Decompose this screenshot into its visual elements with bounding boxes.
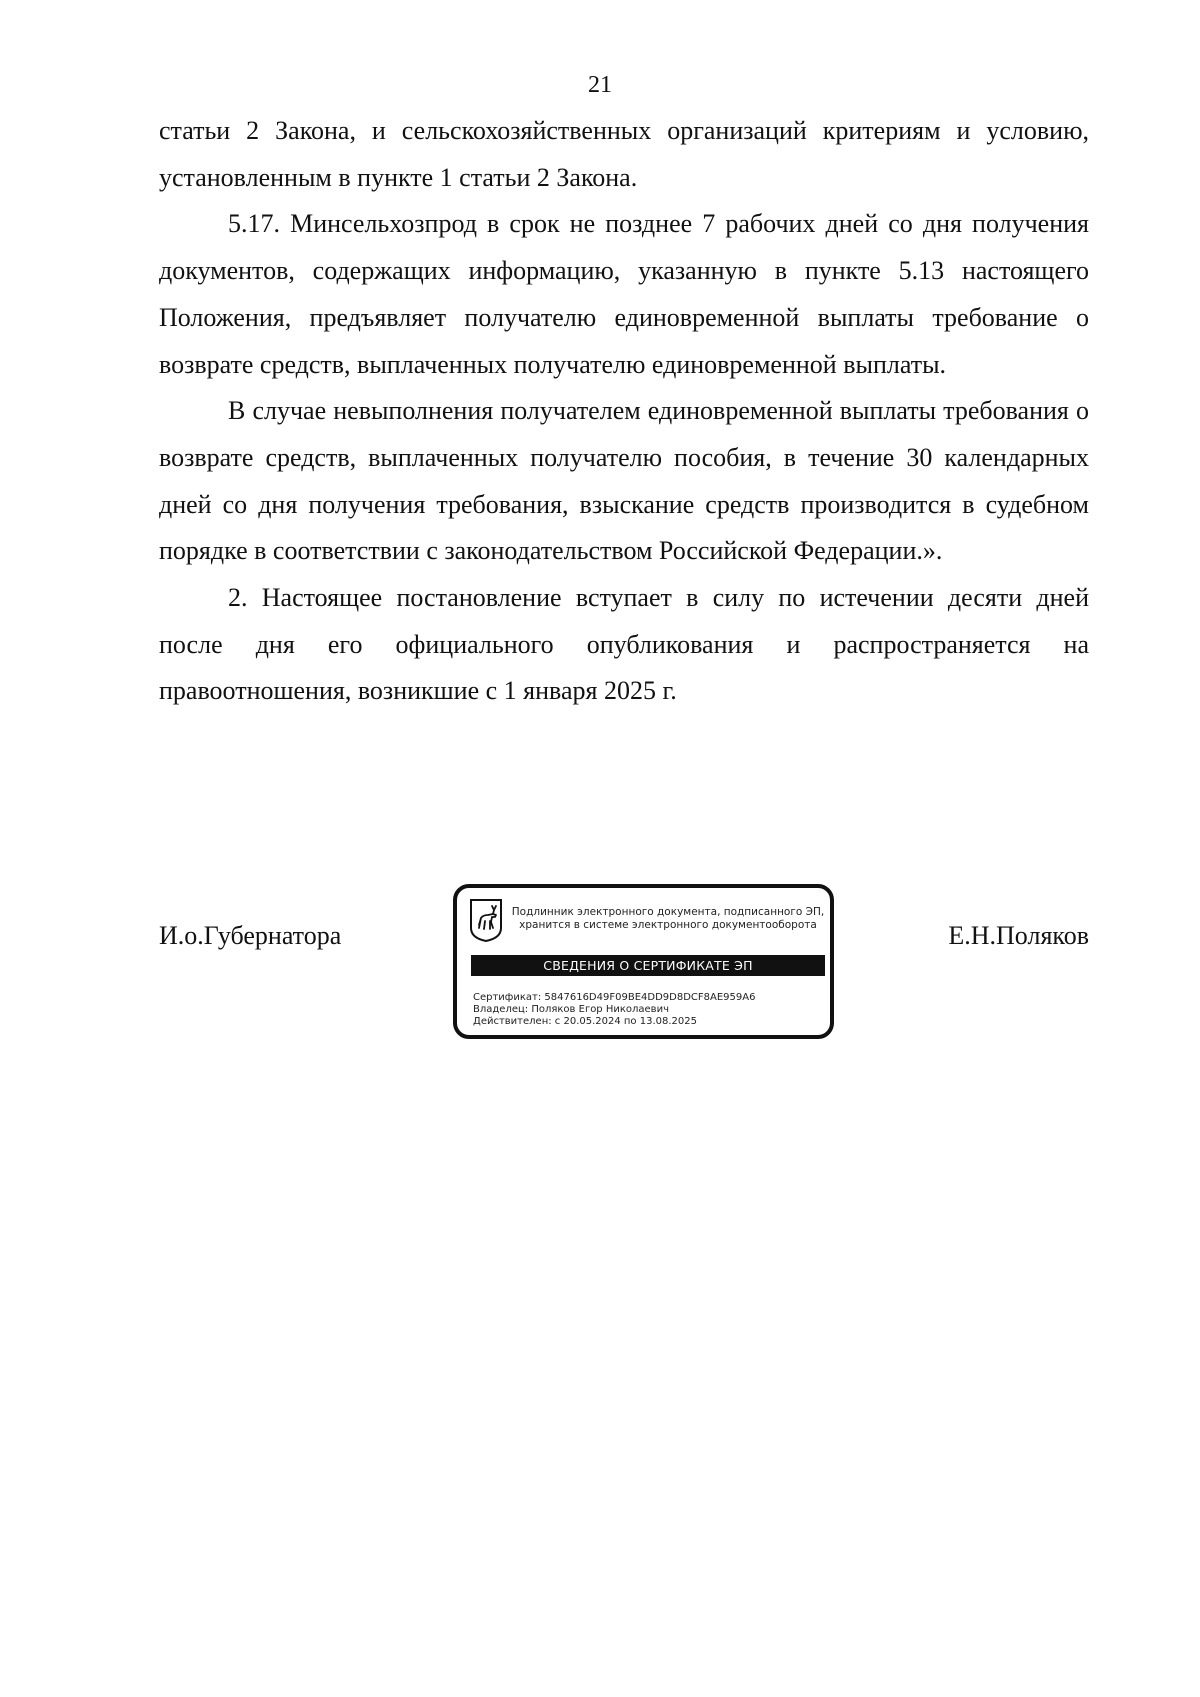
signer-name: Е.Н.Поляков xyxy=(948,921,1089,950)
paragraph-5-17: 5.17. Минсельхозпрод в срок не позднее 7 рабочих дней со дня получения документов, содержащих информацию, указанную в пункте 5.13 настоящего Положения, предъявляет получателю единовременной выплаты требование о возврате средств, выплаченных получателю единовременной выплаты. xyxy=(159,209,1089,379)
stamp-header-line1: Подлинник электронного документа, подписанного ЭП, xyxy=(511,906,825,918)
certificate-details xyxy=(473,992,823,1028)
certificate-validity: Действителен: с 20.05.2024 по 13.08.2025 xyxy=(473,1016,697,1027)
stamp-header xyxy=(507,906,829,932)
signer-title: И.о.Губернатора xyxy=(159,921,342,950)
certificate-info-bar: СВЕДЕНИЯ О СЕРТИФИКАТЕ ЭП xyxy=(471,955,825,976)
certificate-owner: Владелец: Поляков Егор Николаевич xyxy=(473,1004,669,1015)
paragraph-non-compliance: В случае невыполнения получателем единовременной выплаты требования о возврате средств, выплаченных получателю пособия, в течение 30 календарных дней со дня получения требования, взыскание средств производится в судебном порядке в соответствии с законодательством Российской Федерации.». xyxy=(159,396,1089,566)
deer-emblem-icon xyxy=(469,898,503,942)
page-number: 21 xyxy=(588,72,612,98)
paragraph-effective-date: 2. Настоящее постановление вступает в силу по истечении десяти дней после дня его официального опубликования и распространяется на правоотношения, возникшие с 1 января 2025 г. xyxy=(159,583,1089,706)
paragraph-continuation: статьи 2 Закона, и сельскохозяйственных организаций критериям и условию, установленным в пункте 1 статьи 2 Закона. xyxy=(159,116,1089,192)
stamp-header-line2: хранится в системе электронного документооборота xyxy=(519,919,817,931)
document-body xyxy=(159,108,1089,715)
certificate-number: Сертификат: 5847616D49F09BE4DD9D8DCF8AE959A6 xyxy=(473,992,756,1003)
electronic-signature-stamp xyxy=(453,884,834,1039)
